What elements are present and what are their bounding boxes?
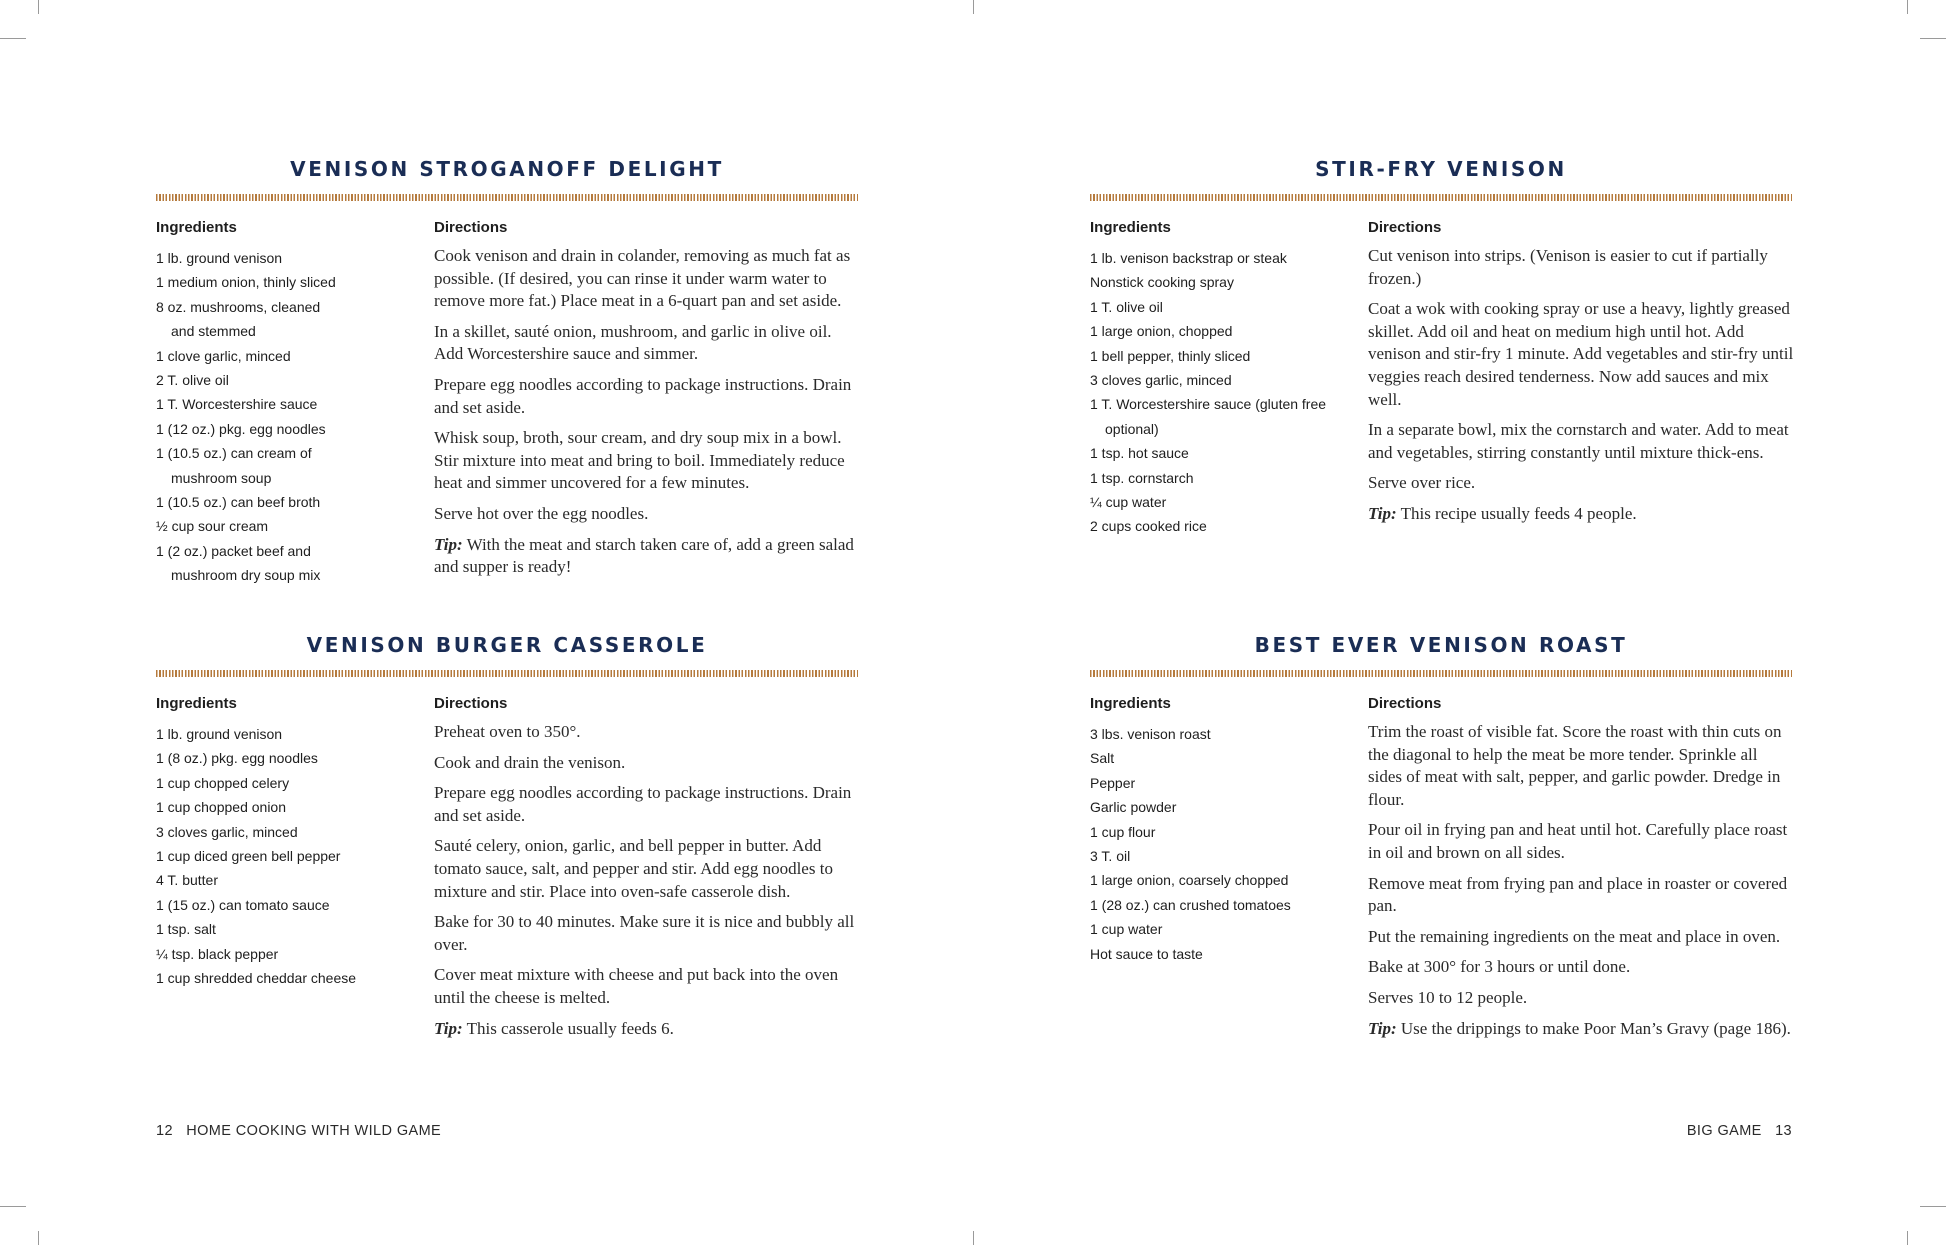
ingredients-column xyxy=(156,217,416,588)
tip-text: This casserole usually feeds 6. xyxy=(462,1018,674,1038)
recipe-tip xyxy=(1368,1018,1794,1041)
ingredients-heading: Ingredients xyxy=(156,695,237,712)
direction-step: Prepare egg noodles according to package instructions. Drain and set aside. xyxy=(434,783,852,825)
ingredient-item: 1 lb. venison backstrap or steak xyxy=(1090,250,1287,266)
ingredient-item: 3 cloves garlic, minced xyxy=(1090,372,1232,389)
title-rule xyxy=(156,670,858,677)
crop-mark xyxy=(1920,1206,1946,1207)
ingredient-item: Nonstick cooking spray xyxy=(1090,274,1234,291)
directions-column xyxy=(1368,693,1794,1048)
ingredient-item: mushroom soup xyxy=(171,469,272,486)
recipe-title: VENISON STROGANOFF DELIGHT xyxy=(290,157,724,181)
page-number-left: 12 xyxy=(156,1123,173,1139)
ingredient-item: 2 cups cooked rice xyxy=(1090,518,1207,535)
ingredient-item: 1 (10.5 oz.) can beef broth xyxy=(156,494,321,511)
ingredient-item: 1 medium onion, thinly sliced xyxy=(156,274,336,291)
ingredient-item: 3 T. oil xyxy=(1090,848,1131,865)
direction-step: Put the remaining ingredients on the meat and place in oven. xyxy=(1368,926,1781,946)
recipe-tip xyxy=(1368,503,1794,526)
direction-step: Serves 10 to 12 people. xyxy=(1368,987,1528,1007)
crop-mark xyxy=(973,1231,974,1245)
recipe-title: STIR-FRY VENISON xyxy=(1315,157,1567,181)
ingredient-item: 1 large onion, chopped xyxy=(1090,323,1233,340)
ingredient-item: 1 (28 oz.) can crushed tomatoes xyxy=(1090,896,1291,913)
crop-mark xyxy=(1907,0,1908,14)
directions-heading: Directions xyxy=(1368,219,1442,236)
ingredient-item: 1 cup diced green bell pepper xyxy=(156,848,341,865)
tip-label: Tip: xyxy=(434,1018,463,1038)
page-number-right: 13 xyxy=(1775,1123,1792,1139)
running-head-left: HOME COOKING WITH WILD GAME xyxy=(186,1123,442,1139)
ingredient-item: Pepper xyxy=(1090,774,1136,791)
direction-step: Pour oil in frying pan and heat until hot. Carefully place roast in oil and brown on all sides. xyxy=(1368,820,1788,862)
ingredient-item: 1 cup chopped onion xyxy=(156,799,286,816)
crop-mark xyxy=(0,1206,26,1207)
tip-label: Tip: xyxy=(1368,503,1397,523)
ingredient-item: 1 tsp. salt xyxy=(156,921,216,938)
ingredients-column xyxy=(156,693,416,990)
recipe-tip xyxy=(434,534,860,579)
direction-step: Cut venison into strips. (Venison is easier to cut if partially frozen.) xyxy=(1368,246,1768,288)
ingredient-item: 1 lb. ground venison xyxy=(156,250,283,266)
ingredient-item: optional) xyxy=(1105,420,1159,437)
title-rule xyxy=(1090,670,1792,677)
crop-mark xyxy=(0,38,26,39)
direction-step: Cook and drain the venison. xyxy=(434,752,626,772)
ingredient-item: mushroom dry soup mix xyxy=(171,567,321,584)
ingredient-item: 1 T. Worcestershire sauce xyxy=(156,396,318,413)
crop-mark xyxy=(1907,1231,1908,1245)
direction-step: Sauté celery, onion, garlic, and bell pepper in butter. Add tomato sauce, salt, and pepper and stir. Add egg noodles to mixture and stir. Place into oven-safe casserole dish. xyxy=(434,836,833,901)
ingredient-item: ¼ tsp. black pepper xyxy=(156,945,279,962)
tip-text: This recipe usually feeds 4 people. xyxy=(1396,503,1637,523)
ingredient-item: 1 cup flour xyxy=(1090,823,1156,840)
ingredient-item: 3 lbs. venison roast xyxy=(1090,726,1211,742)
ingredient-item: 1 (2 oz.) packet beef and xyxy=(156,542,311,559)
ingredients-column xyxy=(1090,217,1350,539)
direction-step: Cook venison and drain in colander, removing as much fat as possible. (If desired, you can rinse it under warm water to remove more fat.) Place meat in a 6-quart pan and set aside. xyxy=(434,246,851,311)
directions-column xyxy=(434,217,860,587)
ingredient-item: 1 bell pepper, thinly sliced xyxy=(1090,347,1251,364)
ingredient-item: 4 T. butter xyxy=(156,872,219,889)
direction-step: Coat a wok with cooking spray or use a heavy, lightly greased skillet. Add oil and heat on medium high until hot. Add venison and stir-fry 1 minute. Add vegetables and stir-fry until veggies reach desired tenderness. Now add sauces and mix well. xyxy=(1368,299,1794,409)
direction-step: In a skillet, sauté onion, mushroom, and garlic in olive oil. Add Worcestershire sauce and simmer. xyxy=(434,321,832,364)
ingredients-column xyxy=(1090,693,1350,966)
direction-step: Remove meat from frying pan and place in roaster or covered pan. xyxy=(1368,873,1788,916)
recipe-stir-fry-venison xyxy=(1090,154,1794,535)
tip-text: With the meat and starch taken care of, add a green salad and supper is ready! xyxy=(434,534,854,577)
crop-mark xyxy=(38,0,39,14)
directions-column xyxy=(1368,217,1794,534)
tip-label: Tip: xyxy=(434,534,463,554)
ingredient-item: 8 oz. mushrooms, cleaned xyxy=(156,298,321,315)
directions-column xyxy=(434,693,860,1048)
ingredient-item: 1 clove garlic, minced xyxy=(156,347,291,364)
recipe-venison-stroganoff-delight xyxy=(156,154,858,584)
ingredient-item: 1 cup shredded cheddar cheese xyxy=(156,970,357,987)
direction-step: Trim the roast of visible fat. Score the roast with thin cuts on the diagonal to help the meat be more tender. Sprinkle all sides of meat with salt, pepper, and garlic powder. Dredge in flour. xyxy=(1368,722,1782,809)
ingredient-item: 1 (15 oz.) can tomato sauce xyxy=(156,896,330,913)
ingredient-item: Hot sauce to taste xyxy=(1090,945,1203,962)
crop-mark xyxy=(973,0,974,14)
direction-step: Bake for 30 to 40 minutes. Make sure it is nice and bubbly all over. xyxy=(434,912,855,954)
ingredient-item: 1 T. Worcestershire sauce (gluten free xyxy=(1090,396,1327,413)
tip-label: Tip: xyxy=(1368,1018,1397,1038)
ingredient-item: Salt xyxy=(1090,750,1115,767)
ingredient-item: 1 cup water xyxy=(1090,921,1163,938)
running-head-right: BIG GAME xyxy=(1686,1123,1762,1139)
recipe-venison-burger-casserole xyxy=(156,630,858,1038)
direction-step: Serve hot over the egg noodles. xyxy=(434,503,649,523)
recipe-best-ever-venison-roast xyxy=(1090,630,1792,1038)
ingredient-item: 1 tsp. cornstarch xyxy=(1090,469,1194,486)
crop-mark xyxy=(38,1231,39,1245)
ingredient-item: 1 cup chopped celery xyxy=(156,774,290,791)
direction-step: Prepare egg noodles according to package instructions. Drain and set aside. xyxy=(434,374,852,417)
recipe-title: VENISON BURGER CASSEROLE xyxy=(306,633,708,657)
footer-right xyxy=(1687,1123,1792,1139)
ingredient-item: 3 cloves garlic, minced xyxy=(156,823,298,840)
direction-step: Serve over rice. xyxy=(1368,473,1476,493)
ingredient-item: ½ cup sour cream xyxy=(156,518,269,535)
ingredients-heading: Ingredients xyxy=(1090,695,1171,712)
ingredient-item: 1 (12 oz.) pkg. egg noodles xyxy=(156,420,326,437)
ingredient-item: 1 lb. ground venison xyxy=(156,726,283,742)
direction-step: Bake at 300° for 3 hours or until done. xyxy=(1368,957,1631,977)
title-rule xyxy=(1090,194,1792,201)
ingredient-item: and stemmed xyxy=(171,323,256,340)
direction-step: In a separate bowl, mix the cornstarch and water. Add to meat and vegetables, stirring constantly until mixture thick-ens. xyxy=(1368,420,1789,462)
recipe-title: BEST EVER VENISON ROAST xyxy=(1254,633,1628,657)
ingredient-item: 1 (10.5 oz.) can cream of xyxy=(156,445,312,462)
ingredient-item: 1 T. olive oil xyxy=(1090,298,1163,315)
directions-heading: Directions xyxy=(1368,695,1442,712)
directions-heading: Directions xyxy=(434,219,508,236)
ingredient-item: 1 large onion, coarsely chopped xyxy=(1090,872,1289,889)
ingredient-item: 1 tsp. hot sauce xyxy=(1090,445,1189,462)
directions-heading: Directions xyxy=(434,695,508,712)
direction-step: Cover meat mixture with cheese and put back into the oven until the cheese is melted. xyxy=(434,965,839,1007)
footer-left xyxy=(156,1123,441,1139)
recipe-tip xyxy=(434,1018,860,1041)
direction-step: Preheat oven to 350°. xyxy=(434,722,581,741)
ingredient-item: ¼ cup water xyxy=(1090,494,1167,511)
ingredients-heading: Ingredients xyxy=(156,219,237,236)
tip-text: Use the drippings to make Poor Man’s Gravy (page 186). xyxy=(1396,1018,1791,1038)
ingredient-item: 1 (8 oz.) pkg. egg noodles xyxy=(156,750,318,767)
title-rule xyxy=(156,194,858,201)
ingredient-item: 2 T. olive oil xyxy=(156,372,229,389)
ingredient-item: Garlic powder xyxy=(1090,799,1177,816)
ingredients-heading: Ingredients xyxy=(1090,219,1171,236)
crop-mark xyxy=(1920,38,1946,39)
direction-step: Whisk soup, broth, sour cream, and dry soup mix in a bowl. Stir mixture into meat and bring to boil. Immediately reduce heat and simmer uncovered for a few minutes. xyxy=(434,428,845,493)
